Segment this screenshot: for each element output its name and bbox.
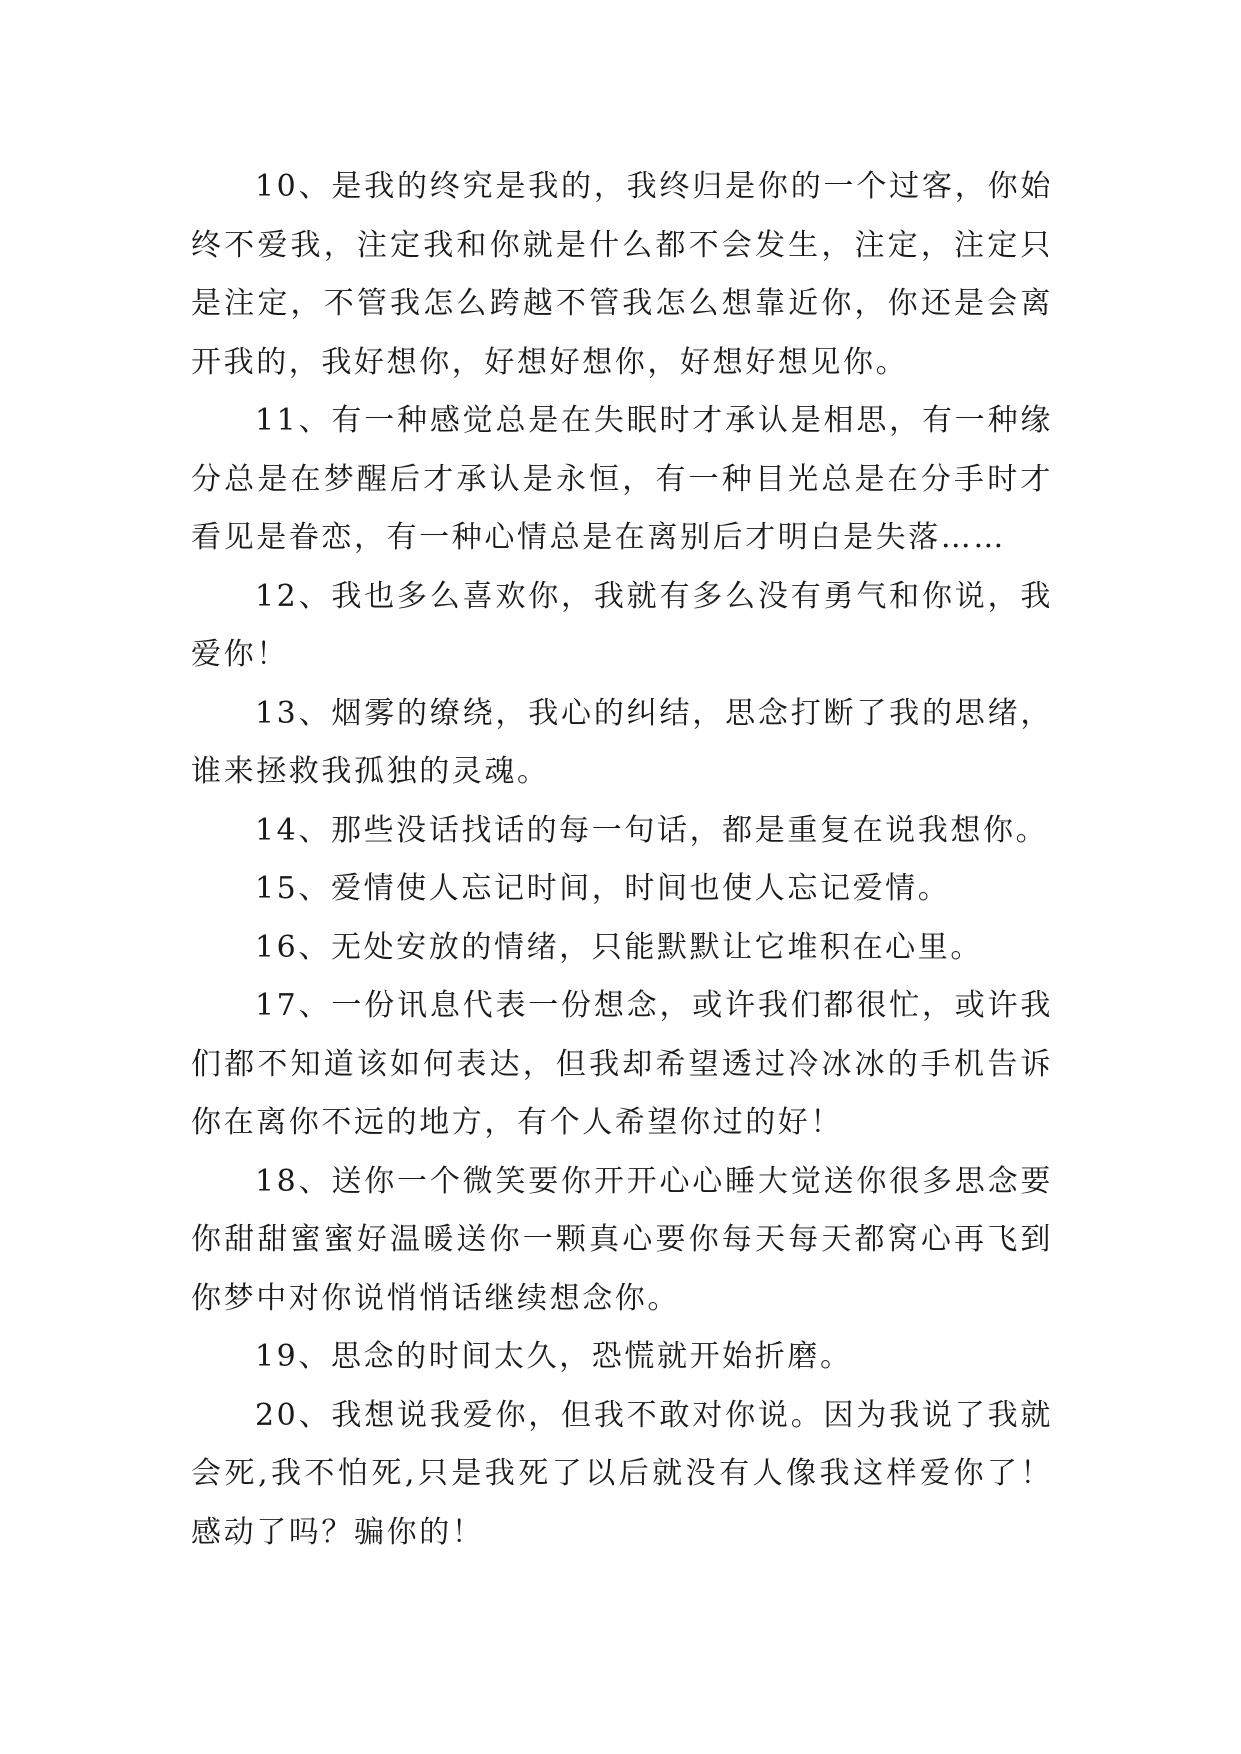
paragraph-16: 16、无处安放的情绪，只能默默让它堆积在心里。 — [255, 929, 983, 965]
paragraph-15: 15、爱情使人忘记时间，时间也使人忘记爱情。 — [255, 871, 951, 906]
document-body — [191, 158, 1053, 1562]
paragraph-20: 20、我想说我爱你，但我不敢对你说。因为我说了我就会死,我不怕死,只是我死了以后就没有人像我这样爱你了！感动了吗？骗你的！ — [191, 1397, 1053, 1550]
paragraph-14: 14、那些没话找话的每一句话，都是重复在说我想你。 — [255, 812, 1049, 848]
paragraph-13: 13、烟雾的缭绕，我心的纠结，思念打断了我的思绪，谁来拯救我孤独的灵魂。 — [191, 695, 1053, 789]
paragraph-18: 18、送你一个微笑要你开开心心睡大觉送你很多思念要你甜甜蜜蜜好温暖送你一颗真心要你每天每天都窝心再飞到你梦中对你说悄悄话继续想念你。 — [191, 1163, 1053, 1316]
paragraph-10: 10、是我的终究是我的，我终归是你的一个过客，你始终不爱我，注定我和你就是什么都不会发生，注定，注定只是注定，不管我怎么跨越不管我怎么想靠近你，你还是会离开我的，我好想你，好想好想你，好想好想见你。 — [191, 169, 1053, 380]
paragraph-12: 12、我也多么喜欢你，我就有多么没有勇气和你说，我爱你！ — [191, 578, 1053, 672]
paragraph-17: 17、一份讯息代表一份想念，或许我们都很忙，或许我们都不知道该如何表达，但我却希望透过冷冰冰的手机告诉你在离你不远的地方，有个人希望你过的好！ — [191, 988, 1053, 1140]
paragraph-19: 19、思念的时间太久，恐慌就开始折磨。 — [255, 1339, 853, 1374]
paragraph-11: 11、有一种感觉总是在失眠时才承认是相思，有一种缘分总是在梦醒后才承认是永恒，有一种目光总是在分手时才看见是眷恋，有一种心情总是在离别后才明白是失落…… — [191, 403, 1053, 555]
